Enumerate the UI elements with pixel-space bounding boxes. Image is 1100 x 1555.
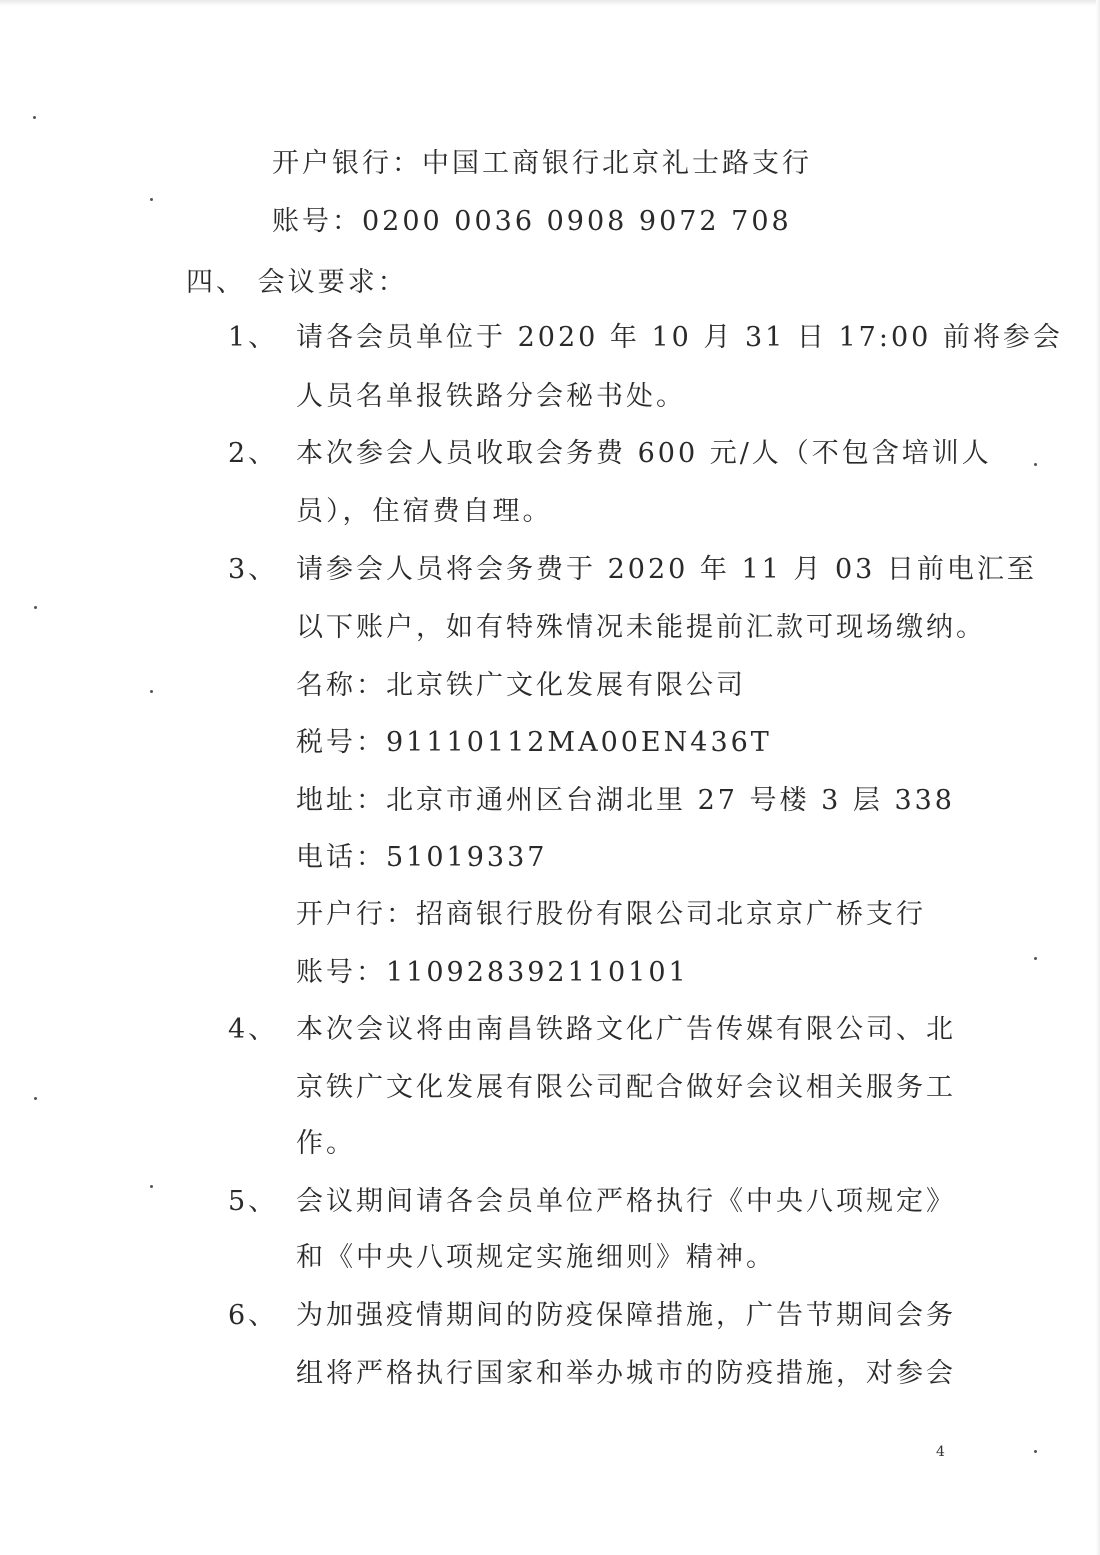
payee-account-line: 账号：110928392110101 xyxy=(296,957,689,988)
phone-line: 电话：51019337 xyxy=(296,842,548,873)
address-line: 地址：北京市通州区台湖北里 27 号楼 3 层 338 xyxy=(296,785,955,816)
item-text-line: 本次参会人员收取会务费 600 元/人（不包含培训人 xyxy=(296,438,992,469)
item-text-line: 组将严格执行国家和举办城市的防疫措施，对参会 xyxy=(296,1358,956,1389)
item-text-line: 人员名单报铁路分会秘书处。 xyxy=(296,381,686,412)
bank-account-line: 账号：0200 0036 0908 9072 708 xyxy=(272,206,792,237)
scan-speck xyxy=(150,198,153,201)
page-number: 4 xyxy=(936,1444,945,1460)
item-text-line: 以下账户，如有特殊情况未能提前汇款可现场缴纳。 xyxy=(296,612,986,643)
bank-name-line: 开户银行：中国工商银行北京礼士路支行 xyxy=(272,148,812,179)
scan-speck xyxy=(1034,463,1037,466)
section-heading: 四、 会议要求： xyxy=(186,267,408,298)
item-text-line: 本次会议将由南昌铁路文化广告传媒有限公司、北 xyxy=(296,1014,956,1045)
item-text-line: 请各会员单位于 2020 年 10 月 31 日 17:00 前将参会 xyxy=(296,322,1063,353)
scan-speck xyxy=(150,1185,153,1188)
scan-speck xyxy=(34,606,37,609)
scan-edge-top xyxy=(0,0,1100,6)
item-text-line: 作。 xyxy=(296,1128,356,1159)
scan-edge-right xyxy=(1096,0,1100,1555)
item-number: 4、 xyxy=(228,1014,279,1045)
payee-name-line: 名称：北京铁广文化发展有限公司 xyxy=(296,670,746,701)
item-text-line: 请参会人员将会务费于 2020 年 11 月 03 日前电汇至 xyxy=(296,554,1037,585)
scan-speck xyxy=(150,690,153,693)
item-text-line: 员），住宿费自理。 xyxy=(296,496,553,527)
scan-speck xyxy=(1034,957,1037,960)
item-number: 6、 xyxy=(228,1300,279,1331)
scan-speck xyxy=(1034,1450,1037,1453)
scan-speck xyxy=(33,116,36,119)
item-number: 2、 xyxy=(228,438,279,469)
item-number: 1、 xyxy=(228,322,279,353)
scan-speck xyxy=(34,1097,37,1100)
item-number: 5、 xyxy=(228,1186,279,1217)
item-text-line: 和《中央八项规定实施细则》精神。 xyxy=(296,1242,776,1273)
item-text-line: 京铁广文化发展有限公司配合做好会议相关服务工 xyxy=(296,1072,956,1103)
tax-id-line: 税号：91110112MA00EN436T xyxy=(296,727,772,758)
item-text-line: 为加强疫情期间的防疫保障措施，广告节期间会务 xyxy=(296,1300,956,1331)
payee-bank-line: 开户行：招商银行股份有限公司北京京广桥支行 xyxy=(296,899,926,930)
item-number: 3、 xyxy=(228,554,279,585)
item-text-line: 会议期间请各会员单位严格执行《中央八项规定》 xyxy=(296,1186,956,1217)
